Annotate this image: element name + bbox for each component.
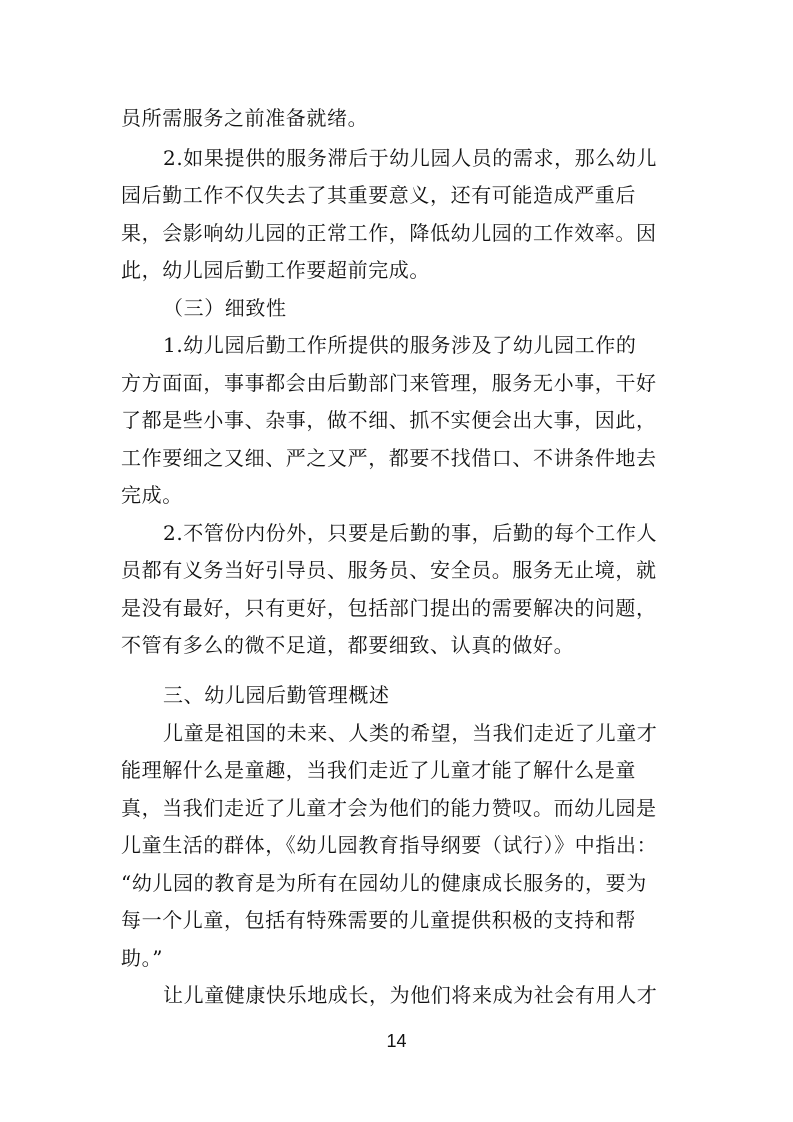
- text-line: 真，当我们走近了儿童才会为他们的能力赞叹。而幼儿园是: [121, 796, 657, 820]
- text-line: 方方面面，事事都会由后勤部门来管理，服务无小事，干好: [121, 371, 657, 395]
- text-line: 此，幼儿园后勤工作要超前完成。: [121, 258, 430, 282]
- text-line: 助。”: [121, 946, 164, 970]
- text-line: 园后勤工作不仅失去了其重要意义，还有可能造成严重后: [121, 183, 636, 207]
- page-number: 14: [386, 1031, 407, 1051]
- text-line: 能理解什么是童趣，当我们走近了儿童才能了解什么是童: [121, 758, 636, 782]
- text-line: 2.如果提供的服务滞后于幼儿园人员的需求，那么幼儿: [163, 146, 658, 170]
- section-heading: 三、幼儿园后勤管理概述: [163, 683, 390, 707]
- text-line: 儿童生活的群体，《幼儿园教育指导纲要（试行）》中指出：: [121, 833, 658, 857]
- text-line: 2.不管份内份外，只要是后勤的事，后勤的每个工作人: [163, 521, 658, 545]
- text-line: 了都是些小事、杂事，做不细、抓不实便会出大事，因此，: [121, 408, 657, 432]
- text-line: 果，会影响幼儿园的正常工作，降低幼儿园的工作效率。因: [121, 221, 657, 245]
- text-line: 员所需服务之前准备就绪。: [121, 106, 369, 130]
- text-line: 1.幼儿园后勤工作所提供的服务涉及了幼儿园工作的: [163, 333, 637, 357]
- text-line: 工作要细之又细、严之又严，都要不找借口、不讲条件地去: [121, 446, 657, 470]
- text-line: 完成。: [121, 483, 183, 507]
- text-line: 每一个儿童，包括有特殊需要的儿童提供积极的支持和帮: [121, 908, 636, 932]
- text-line: 员都有义务当好引导员、服务员、安全员。服务无止境，就: [121, 558, 657, 582]
- section-subheading: （三）细致性: [163, 296, 287, 320]
- text-line: 不管有多么的微不足道，都要细致、认真的做好。: [121, 633, 575, 657]
- text-line: 儿童是祖国的未来、人类的希望，当我们走近了儿童才: [163, 721, 658, 745]
- text-line: 让儿童健康快乐地成长，为他们将来成为社会有用人才: [163, 983, 658, 1007]
- text-line: “幼儿园的教育是为所有在园幼儿的健康成长服务的，要为: [121, 871, 647, 895]
- text-line: 是没有最好，只有更好，包括部门提出的需要解决的问题，: [121, 596, 657, 620]
